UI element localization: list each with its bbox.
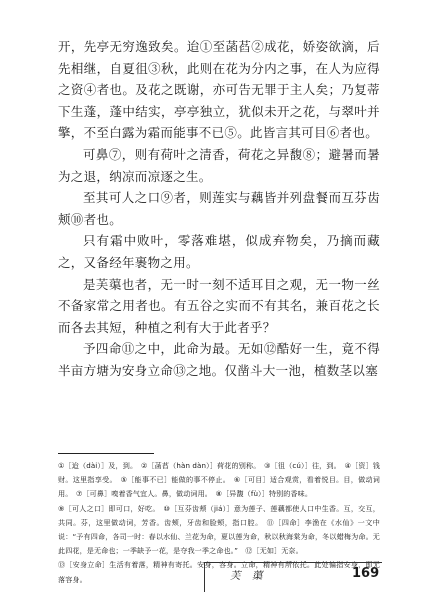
footnotes	[58, 459, 380, 587]
paragraph-3: 至其可人之口⑨者，则莲实与藕皆并列盘餐而互芬齿颊⑩者也。	[58, 190, 380, 227]
footnote-block-1: ①［迨（dài）］及，到。 ②［菡萏（hàn dàn）］荷花的别称。 ③［徂（cú）］往，到。 ④［资］钱财。这里指享受。 ⑤［能事不已］能做的事不停止。 ⑥［可目］适合观赏，看着悦目。目，做动词用。 ⑦［可鼻］嗅着香气宜人。鼻，做动词用。 ⑧［异馥（fù）］特别的香味。	[58, 461, 380, 499]
main-text	[58, 36, 380, 382]
footnote-separator	[58, 453, 154, 454]
footnote-block-3: ⑬［安身立命］生活有着落，精神有寄托。安身，容身。立命，精神有所依托。此处偏指安身，即无落容身。	[58, 560, 380, 584]
paragraph-4: 只有霜中败叶，零落难堪，似成弃物矣，乃摘而藏之，又备经年裹物之用。	[58, 233, 380, 270]
footer-rule	[204, 562, 382, 563]
footer-divider	[204, 562, 205, 592]
paragraph-1: 开，先亭无穷逸致矣。迨①至菡萏②成花，娇姿欲滴，后先相继，自夏徂③秋，此则在花为分内之事，在人为应得之资④者也。及花之既谢，亦可告无罪于主人矣；乃复蒂下生蓬，蓬中结实，亭亭独立，犹似未开之花，与翠叶并擎，不至白露为霜而能事不已⑤。此皆言其可目⑥者也。	[58, 39, 380, 141]
running-title: 芙 蕖	[230, 570, 267, 582]
footnote-block-2: ⑨［可人之口］即可口，好吃。 ⑩［互芬齿颊（jiá）］意为莲子、莲藕都使人口中生香。互，交互，共同。芬，这里做动词，芳香。齿颊，牙齿和脸颊，指口腔。 ⑪［四命］李渔在《水仙》一文中说：“予有四命，各司一时：春以水仙、兰花为命，夏以莲为命，秋以秋海棠为命，冬以蜡梅为命。无此四花，是无命也；一季缺予一花，是夺我一季之命也。” ⑫［无如］无奈。	[58, 503, 380, 556]
page-number: 169	[352, 566, 380, 581]
paragraph-6: 予四命⑪之中，此命为最。无如⑫酷好一生，竟不得半亩方塘为安身立命⑬之地。仅凿斗大一池，植数茎以塞	[58, 341, 380, 378]
paragraph-5: 是芙蕖也者，无一时一刻不适耳目之观，无一物一丝不备家常之用者也。有五谷之实而不有其名，兼百花之长而各去其短，种植之利有大于此者乎？	[58, 276, 380, 335]
paragraph-2: 可鼻⑦，则有荷叶之清香，荷花之异馥⑧；避暑而暑为之退，纳凉而凉逐之生。	[58, 146, 380, 184]
